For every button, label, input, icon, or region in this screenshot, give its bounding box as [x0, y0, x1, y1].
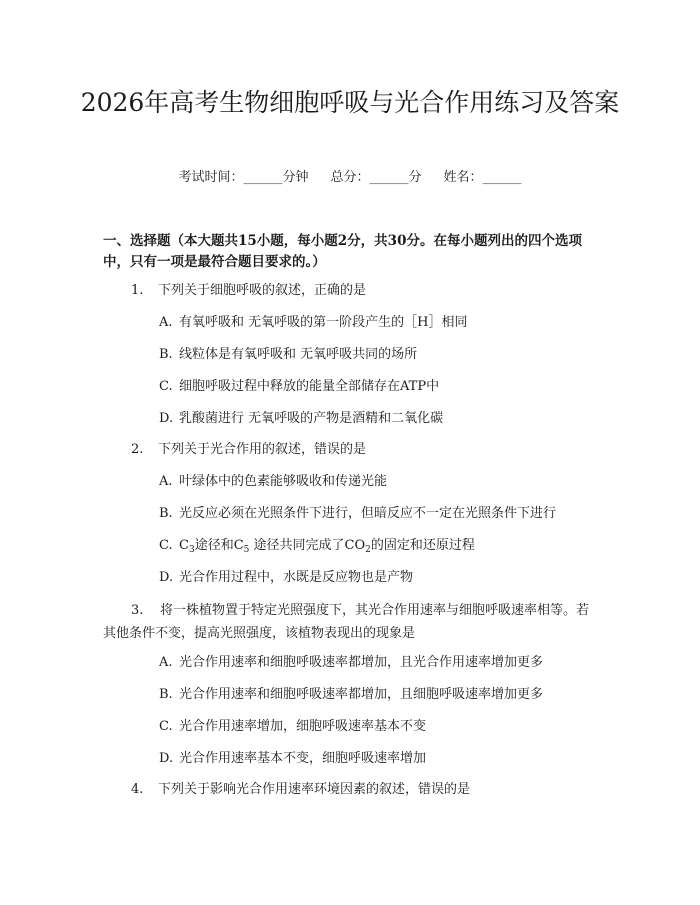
- question-text: 下列关于光合作用的叙述，错误的是: [158, 442, 367, 457]
- q2-option-b: B. 光反应必须在光照条件下进行，但暗反应不一定在光照条件下进行: [159, 506, 557, 521]
- exam-info-line: [0, 168, 700, 188]
- q1-option-b: B. 线粒体是有氧呼吸和 无氧呼吸共同的场所: [159, 347, 418, 362]
- q1-option-c: C. 细胞呼吸过程中释放的能量全部储存在ATP中: [159, 379, 440, 394]
- question-1: [131, 281, 366, 301]
- question-2: [131, 440, 366, 460]
- q1-option-d: D. 乳酸菌进行 无氧呼吸的产物是酒精和二氧化碳: [159, 411, 444, 426]
- total-score-field: 总分：______分: [330, 170, 422, 185]
- q1-option-a: A. 有氧呼吸和 无氧呼吸的第一阶段产生的［H］相同: [159, 315, 468, 330]
- q2-option-d: D. 光合作用过程中，水既是反应物也是产物: [159, 570, 414, 585]
- question-3: [103, 599, 598, 645]
- question-text: 将一株植物置于特定光照强度下，其光合作用速率与细胞呼吸速率相等。若其他条件不变，提高光照强度，该植物表现出的现象是: [103, 603, 589, 641]
- q3-option-d: D. 光合作用速率基本不变，细胞呼吸速率增加: [159, 751, 427, 766]
- page-title: 2026年高考生物细胞呼吸与光合作用练习及答案: [80, 88, 620, 117]
- q3-option-c: C. 光合作用速率增加，细胞呼吸速率基本不变: [159, 719, 427, 734]
- question-number: 3.: [131, 603, 144, 618]
- question-number: 2.: [131, 442, 144, 457]
- q2-option-c: C. $C_3$途径和$C_5$ 途径共同完成了$CO_2$的固定和还原过程: [159, 538, 475, 555]
- section-heading: 一、选择题（本大题共15小题，每小题2分，共30分。在每小题列出的四个选项中，只有一项是最符合题目要求的。）: [103, 233, 582, 270]
- question-4: [131, 780, 470, 800]
- question-number: 1.: [131, 283, 144, 298]
- question-text: 下列关于影响光合作用速率环境因素的叙述，错误的是: [158, 782, 471, 797]
- q3-option-b: B. 光合作用速率和细胞呼吸速率都增加，且细胞呼吸速率增加更多: [159, 687, 544, 702]
- exam-time-field: 考试时间：______分钟: [178, 170, 309, 185]
- student-name-field: 姓名：______: [443, 170, 522, 185]
- question-text: 下列关于细胞呼吸的叙述，正确的是: [158, 283, 367, 298]
- q2-option-a: A. 叶绿体中的色素能够吸收和传递光能: [159, 474, 388, 489]
- q3-option-a: A. 光合作用速率和细胞呼吸速率都增加，且光合作用速率增加更多: [159, 655, 544, 670]
- question-number: 4.: [131, 782, 144, 797]
